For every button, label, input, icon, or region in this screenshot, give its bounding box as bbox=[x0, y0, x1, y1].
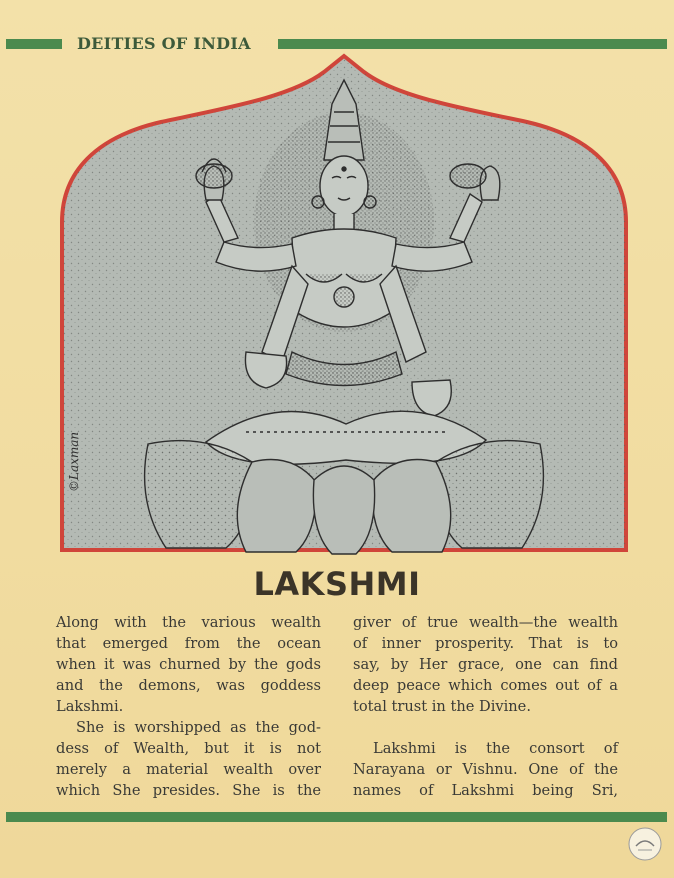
footer-rule bbox=[6, 812, 667, 822]
section-title: DEITIES OF INDIA bbox=[77, 34, 251, 53]
article-column-left bbox=[56, 612, 321, 801]
paragraph-gap bbox=[353, 717, 618, 738]
text-line: say, by Her grace, one can find bbox=[353, 656, 618, 673]
archive-stamp-icon bbox=[627, 826, 663, 862]
text-line: that emerged from the ocean bbox=[56, 635, 321, 652]
header-rule-right bbox=[278, 39, 667, 49]
text-line: Lakshmi is the consort of bbox=[373, 740, 618, 757]
text-line: giver of true wealth—the wealth bbox=[353, 614, 618, 631]
article-column-right bbox=[353, 612, 618, 801]
artist-signature: ©Laxman bbox=[67, 431, 81, 492]
header-rule-left bbox=[6, 39, 62, 49]
text-line: when it was churned by the gods bbox=[56, 656, 321, 673]
text-line: total trust in the Divine. bbox=[353, 698, 531, 715]
text-line: merely a material wealth over bbox=[56, 761, 321, 778]
text-line: names of Lakshmi being Sri, bbox=[353, 782, 618, 799]
text-line: Lakshmi. bbox=[56, 698, 124, 715]
text-line: which She presides. She is the bbox=[56, 782, 321, 799]
text-line: Narayana or Vishnu. One of the bbox=[353, 761, 618, 778]
text-line: Along with the various wealth bbox=[56, 614, 321, 631]
text-line: and the demons, was goddess bbox=[56, 677, 321, 694]
text-line: She is worshipped as the god- bbox=[76, 719, 321, 736]
text-line: deep peace which comes out of a bbox=[353, 677, 618, 694]
text-line: dess of Wealth, but it is not bbox=[56, 740, 321, 757]
text-line: of inner prosperity. That is to bbox=[353, 635, 618, 652]
lakshmi-illustration bbox=[56, 52, 632, 562]
article-title: LAKSHMI bbox=[253, 565, 421, 603]
